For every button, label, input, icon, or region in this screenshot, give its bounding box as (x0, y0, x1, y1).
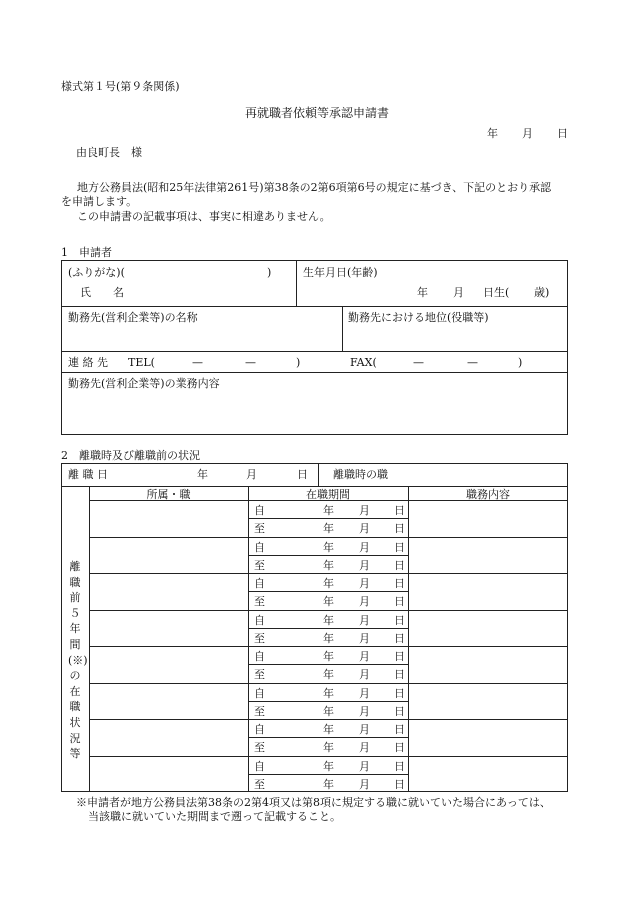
period-month-label: 月 (359, 759, 370, 773)
period-to-label: 至 (254, 595, 265, 609)
period-day-label: 日 (394, 613, 405, 627)
period-from-label: 自 (254, 540, 265, 554)
period-divider (248, 774, 408, 775)
fax-close: ) (518, 356, 523, 369)
period-year-label: 年 (323, 668, 334, 682)
birth-year-label: 年 (417, 286, 428, 299)
period-day-label: 日 (394, 741, 405, 755)
period-month-label: 月 (359, 558, 370, 572)
birth-age-label: 歳) (534, 286, 550, 299)
divider (248, 486, 249, 792)
period-month-label: 月 (359, 540, 370, 554)
period-year-label: 年 (323, 558, 334, 572)
intro-line-2: を申請します。 (61, 195, 138, 208)
period-divider (248, 737, 408, 738)
footnote-line-2: 当該職に就いていた期間まで遡って記載すること。 (88, 810, 341, 823)
period-from-label: 自 (254, 759, 265, 773)
furigana-close: ) (267, 266, 272, 279)
retire-month-label: 月 (246, 468, 257, 481)
contact-label: 連 絡 先 (68, 356, 108, 369)
birth-date-label: 生年月日(年齢) (303, 266, 378, 279)
birth-month-label: 月 (453, 286, 464, 299)
intro-line-3: この申請書の記載事項は、事実に相違ありません。 (77, 210, 331, 223)
period-year-label: 年 (323, 759, 334, 773)
fax-dash-2: — (467, 356, 478, 369)
period-year-label: 年 (323, 777, 334, 791)
period-divider (248, 518, 408, 519)
row-divider (89, 573, 568, 574)
period-year-label: 年 (323, 631, 334, 645)
vertical-label: 離職前５年間(※)の在職状況等 (68, 560, 88, 761)
period-to-label: 至 (254, 777, 265, 791)
period-month-label: 月 (359, 631, 370, 645)
period-year-label: 年 (323, 613, 334, 627)
date-month-label: 月 (522, 127, 533, 140)
period-divider (248, 701, 408, 702)
period-day-label: 日 (394, 577, 405, 590)
period-year-label: 年 (323, 686, 334, 700)
period-day-label: 日 (394, 540, 405, 554)
period-from-label: 自 (254, 650, 265, 663)
section1-heading: 1 申請者 (61, 246, 112, 259)
business-content-label: 勤務先(営利企業等)の業務内容 (68, 377, 220, 390)
period-from-label: 自 (254, 504, 265, 517)
divider (61, 351, 568, 352)
period-day-label: 日 (394, 631, 405, 645)
period-year-label: 年 (323, 504, 334, 517)
period-day-label: 日 (394, 522, 405, 536)
period-month-label: 月 (359, 613, 370, 627)
period-to-label: 至 (254, 668, 265, 682)
row-divider (89, 610, 568, 611)
col-header-dept: 所属・職 (146, 488, 191, 501)
period-month-label: 月 (359, 704, 370, 718)
period-day-label: 日 (394, 759, 405, 773)
form-number: 様式第１号(第９条関係) (61, 80, 180, 93)
name-label: 氏 名 (80, 286, 124, 299)
date-day-label: 日 (557, 127, 568, 140)
divider (61, 486, 568, 487)
row-divider (89, 537, 568, 538)
col-header-duties: 職務内容 (466, 488, 510, 501)
period-month-label: 月 (359, 504, 370, 517)
row-divider (89, 646, 568, 647)
period-to-label: 至 (254, 741, 265, 755)
period-divider (248, 664, 408, 665)
period-month-label: 月 (359, 741, 370, 755)
period-divider (248, 591, 408, 592)
period-day-label: 日 (394, 723, 405, 736)
period-month-label: 月 (359, 577, 370, 590)
divider (318, 463, 319, 486)
intro-line-1: 地方公務員法(昭和25年法律第261号)第38条の2第6項第6号の規定に基づき、下記のとおり承認 (77, 181, 552, 194)
period-day-label: 日 (394, 504, 405, 517)
col-header-period: 在職期間 (306, 488, 350, 501)
period-from-label: 自 (254, 577, 265, 590)
section2-heading: 2 離職時及び離職前の状況 (61, 449, 200, 462)
retire-date-label: 離 職 日 (68, 468, 108, 481)
period-day-label: 日 (394, 595, 405, 609)
addressee: 由良町長 様 (76, 146, 142, 159)
retire-year-label: 年 (197, 468, 208, 481)
row-divider (89, 719, 568, 720)
tel-close: ) (296, 356, 301, 369)
period-year-label: 年 (323, 540, 334, 554)
period-day-label: 日 (394, 686, 405, 700)
row-divider (89, 683, 568, 684)
period-month-label: 月 (359, 650, 370, 663)
divider (61, 306, 568, 307)
period-year-label: 年 (323, 650, 334, 663)
tel-label: TEL( (128, 356, 155, 369)
divider (408, 486, 409, 792)
period-month-label: 月 (359, 686, 370, 700)
form-title: 再就職者依頼等承認申請書 (245, 106, 390, 120)
period-year-label: 年 (323, 741, 334, 755)
birth-day-label: 日生( (483, 286, 510, 299)
tel-dash-1: — (192, 356, 203, 369)
employer-name-label: 勤務先(営利企業等)の名称 (68, 311, 198, 324)
period-month-label: 月 (359, 595, 370, 609)
retire-day-label: 日 (297, 468, 308, 481)
fax-label: FAX( (350, 356, 377, 369)
period-year-label: 年 (323, 577, 334, 590)
divider (89, 486, 90, 792)
period-month-label: 月 (359, 777, 370, 791)
period-from-label: 自 (254, 686, 265, 700)
period-from-label: 自 (254, 613, 265, 627)
period-month-label: 月 (359, 522, 370, 536)
retire-post-label: 離職時の職 (333, 468, 388, 481)
period-from-label: 自 (254, 723, 265, 736)
period-month-label: 月 (359, 723, 370, 736)
period-day-label: 日 (394, 704, 405, 718)
footnote-line-1: ※申請者が地方公務員法第38条の2第4項又は第8項に規定する職に就いていた場合にあっては、 (76, 796, 551, 809)
divider (61, 372, 568, 373)
fax-dash-1: — (413, 356, 424, 369)
furigana-label: (ふりがな)( (68, 266, 125, 279)
period-month-label: 月 (359, 668, 370, 682)
period-to-label: 至 (254, 631, 265, 645)
period-day-label: 日 (394, 668, 405, 682)
employer-position-label: 勤務先における地位(役職等) (348, 311, 489, 324)
period-year-label: 年 (323, 595, 334, 609)
period-day-label: 日 (394, 650, 405, 663)
period-to-label: 至 (254, 704, 265, 718)
period-year-label: 年 (323, 522, 334, 536)
period-day-label: 日 (394, 558, 405, 572)
divider (296, 260, 297, 306)
period-to-label: 至 (254, 522, 265, 536)
period-year-label: 年 (323, 723, 334, 736)
date-year-label: 年 (487, 127, 498, 140)
period-year-label: 年 (323, 704, 334, 718)
row-divider (89, 756, 568, 757)
period-day-label: 日 (394, 777, 405, 791)
divider (342, 306, 343, 351)
period-divider (248, 628, 408, 629)
tel-dash-2: — (245, 356, 256, 369)
period-to-label: 至 (254, 558, 265, 572)
period-divider (248, 555, 408, 556)
